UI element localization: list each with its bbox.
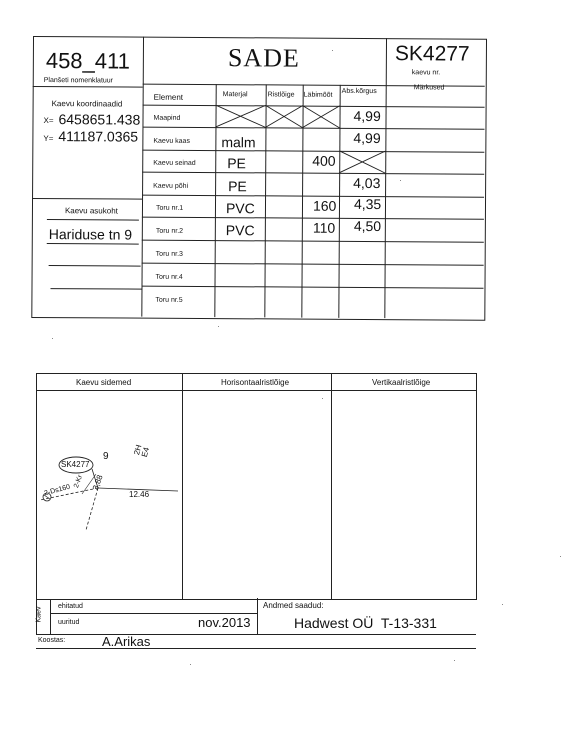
compiled-label: Koostas:: [38, 637, 66, 644]
data-from-value: Hadwest OÜ T-13-331: [294, 615, 437, 631]
row-abs-height: 4,99: [353, 107, 381, 125]
connections-label: Kaevu sidemed: [76, 378, 132, 387]
sketch-pipe-label-1: 2-Kr: [73, 474, 85, 489]
row-material: PE: [227, 155, 246, 172]
row-abs-height: 4,03: [353, 174, 381, 192]
horizontal-section-label: Horisontaalristlõige: [221, 378, 290, 387]
header-element: Element: [153, 92, 184, 102]
coord-y-label: Y=: [43, 134, 54, 144]
location-label: Kaevu asukoht: [64, 206, 118, 216]
sketch-well-tag: SK4277: [61, 460, 90, 469]
row-abs-height: 4,50: [353, 217, 382, 235]
row-element: Kaevu kaas: [153, 137, 190, 145]
header-abs-height: Abs.kõrgus: [341, 87, 377, 96]
well-id: SK4277: [394, 42, 470, 66]
row-element: Kaevu seinad: [153, 159, 196, 167]
row-element: Toru nr.3: [155, 250, 183, 258]
row-element: Toru nr.5: [155, 296, 183, 304]
row-diameter: 110: [312, 219, 336, 236]
surveyed-label: uuritud: [58, 619, 80, 626]
location-value: Hariduse tn 9: [48, 226, 133, 243]
row-material: PVC: [225, 200, 255, 217]
row-material: PVC: [225, 222, 255, 239]
sketch-pipe-label-2: 3,88: [90, 473, 105, 492]
row-element: Toru nr.1: [155, 204, 184, 212]
coord-y-value: 411187.0365: [58, 128, 139, 145]
row-material: PE: [228, 178, 247, 195]
header-diameter: Läbimõõt: [303, 91, 333, 99]
header-material: Materjal: [222, 91, 248, 99]
data-from-label: Andmed saadud:: [263, 601, 324, 610]
sketch-number: 9: [103, 451, 109, 462]
well-id-label: kaevu nr.: [411, 69, 441, 77]
row-element: Toru nr.4: [155, 273, 183, 281]
row-element: Maapind: [153, 114, 181, 122]
coordinates-label: Kaevu koordinaadid: [51, 99, 123, 109]
compiled-value: A.Arikas: [102, 634, 151, 649]
row-element: Kaevu põhi: [153, 182, 189, 190]
header-cross-section: Ristlõige: [267, 91, 295, 99]
date-value: nov.2013: [198, 615, 251, 630]
sketch-house-label: 2H E4: [132, 443, 152, 459]
row-diameter: 400: [312, 152, 336, 169]
row-diameter: 160: [312, 197, 337, 214]
vertical-section-label: Vertikaalristlõige: [372, 378, 431, 387]
page-title: SADE: [227, 43, 300, 73]
header-notes: Märkused: [413, 84, 445, 92]
row-element: Toru nr.2: [155, 227, 184, 235]
coord-x-value: 6458651.438: [58, 111, 141, 128]
row-material: malm: [221, 134, 256, 151]
sketch-distance: 12.46: [129, 490, 150, 499]
built-label: ehitatud: [58, 603, 83, 610]
sheet-label: Planšeti nomenklatuur: [43, 77, 114, 85]
sheet-number: 458_411: [45, 48, 130, 74]
sketch-pipe-label-3: 2-Ds160: [43, 483, 71, 498]
row-abs-height: 4,99: [353, 129, 381, 147]
coord-x-label: X=: [43, 116, 54, 126]
row-abs-height: 4,35: [353, 195, 382, 213]
footer-side-label: Kaev: [35, 606, 43, 623]
